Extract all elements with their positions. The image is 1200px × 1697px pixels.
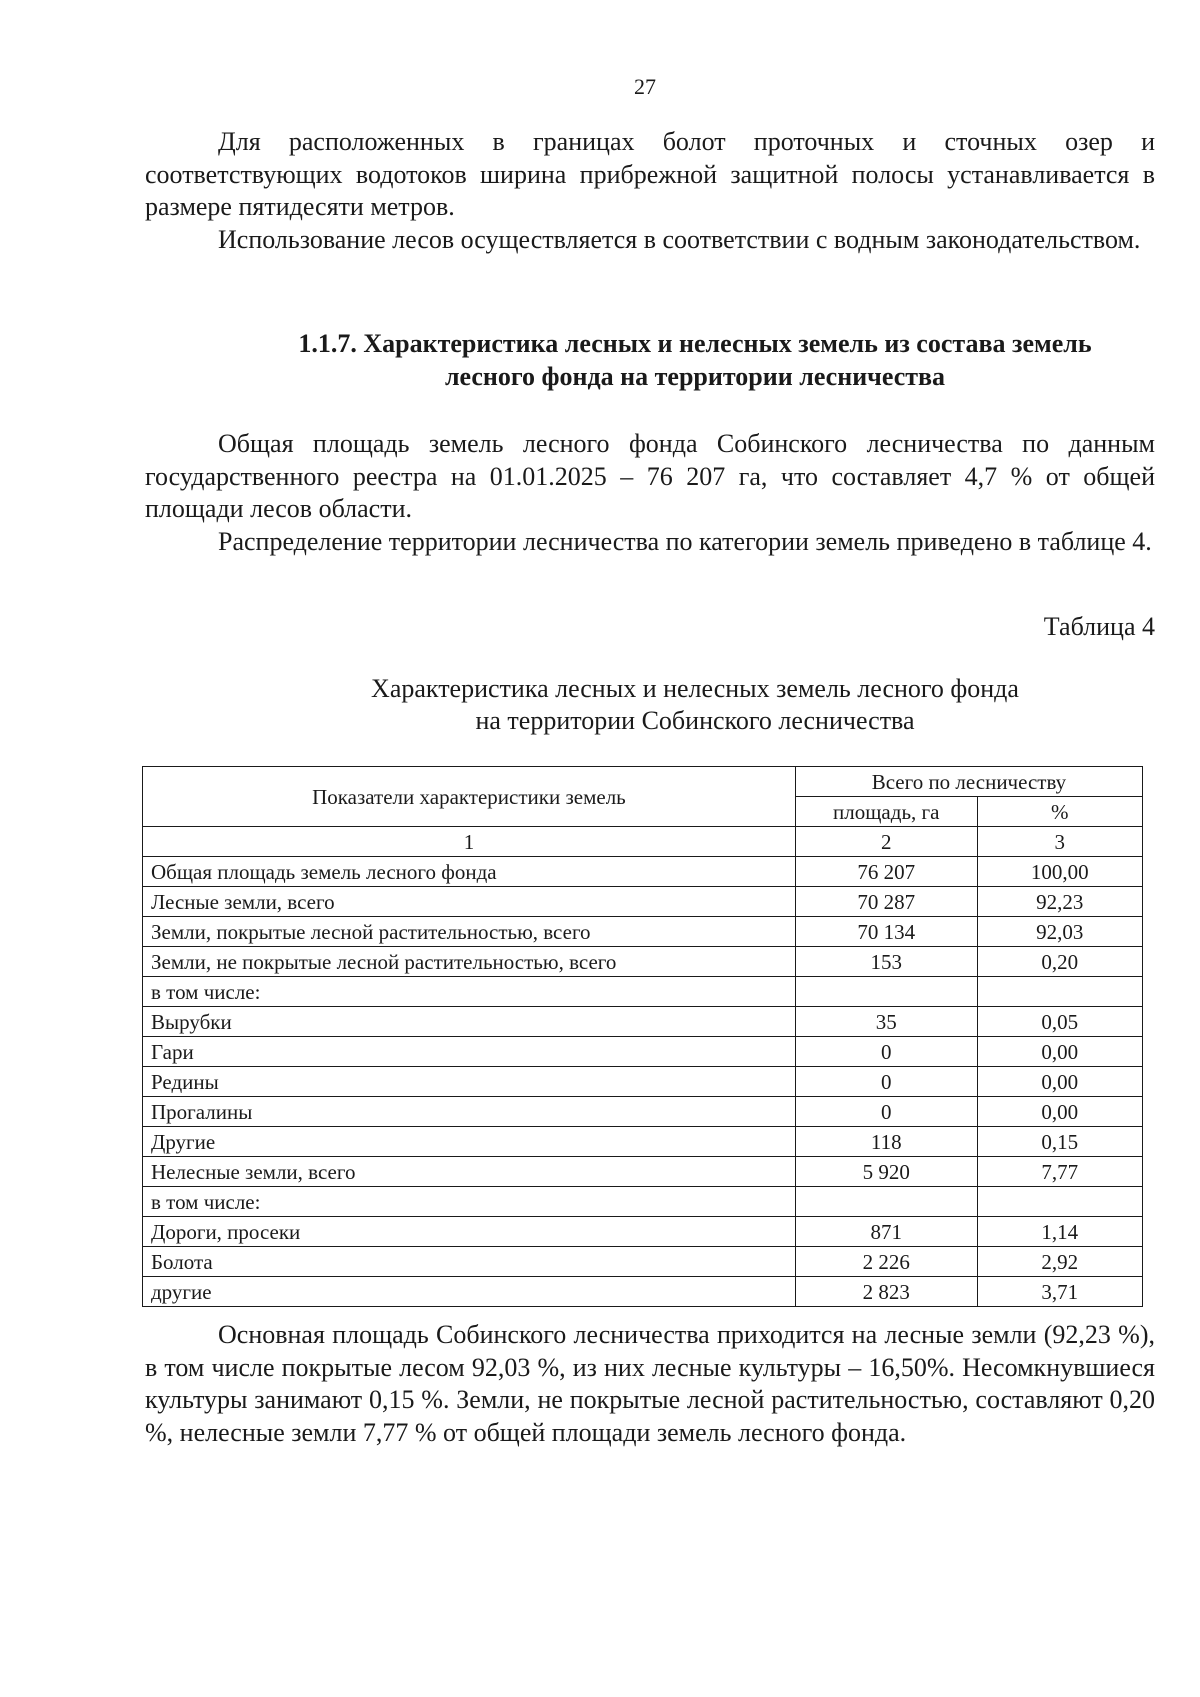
table-row [143,1097,1143,1127]
intro-section [145,126,1155,256]
row-area-cell: 153 [795,947,977,977]
table-row [143,947,1143,977]
row-indicator-cell: Болота [143,1247,796,1277]
row-percent-cell: 92,03 [977,917,1142,947]
column-number-1: 1 [143,827,796,857]
row-percent-cell: 2,92 [977,1247,1142,1277]
row-indicator-cell: Общая площадь земель лесного фонда [143,857,796,887]
header-total-group: Всего по лесничеству [795,767,1142,797]
row-area-cell: 0 [795,1037,977,1067]
body-section [145,428,1155,558]
row-area-cell: 0 [795,1097,977,1127]
row-percent-cell: 0,05 [977,1007,1142,1037]
table-caption-line-1: Характеристика лесных и нелесных земель лесного фонда [371,674,1019,703]
row-percent-cell: 0,20 [977,947,1142,977]
row-indicator-cell: Нелесные земли, всего [143,1157,796,1187]
intro-paragraph-1: Для расположенных в границах болот проточных и сточных озер и соответствующих водотоков ширина прибрежной защитной полосы устанавливается в размере пятидесяти метров. [145,127,1155,221]
row-percent-cell [977,977,1142,1007]
row-area-cell: 118 [795,1127,977,1157]
row-percent-cell: 0,00 [977,1037,1142,1067]
row-indicator-cell: другие [143,1277,796,1307]
row-indicator-cell: Вырубки [143,1007,796,1037]
conclusion-paragraph: Основная площадь Собинского лесничества приходится на лесные земли (92,23 %), в том числе покрытые лесом 92,03 %, из них лесные культуры – 16,50%. Несомкнувшиеся культуры занимают 0,15 %. Земли, не покрытые лесной растительностью, составляют 0,20 %, нелесные земли 7,77 % от общей площади земель лесного фонда. [145,1320,1155,1447]
table-row [143,1277,1143,1307]
table-header-row-1 [143,767,1143,797]
table-row [143,1157,1143,1187]
table-row [143,887,1143,917]
row-indicator-cell: Гари [143,1037,796,1067]
table-row [143,977,1143,1007]
row-percent-cell: 3,71 [977,1277,1142,1307]
table-row [143,1247,1143,1277]
row-indicator-cell: Дороги, просеки [143,1217,796,1247]
conclusion-section [145,1319,1155,1449]
row-indicator-cell: Лесные земли, всего [143,887,796,917]
row-area-cell: 76 207 [795,857,977,887]
intro-paragraph-2: Использование лесов осуществляется в соответствии с водным законодательством. [218,224,1141,254]
table-row [143,1037,1143,1067]
row-indicator-cell: в том числе: [143,1187,796,1217]
row-percent-cell [977,1187,1142,1217]
table-label: Таблица 4 [1043,612,1155,641]
table-row [143,1187,1143,1217]
row-percent-cell: 92,23 [977,887,1142,917]
row-area-cell: 70 287 [795,887,977,917]
row-indicator-cell: в том числе: [143,977,796,1007]
table-caption [145,673,1155,737]
section-heading [145,327,1155,393]
table-row [143,857,1143,887]
row-area-cell: 871 [795,1217,977,1247]
table-row [143,1007,1143,1037]
section-heading-line-1: 1.1.7. Характеристика лесных и нелесных земель из состава земель [298,329,1092,358]
table-column-numbers [143,827,1143,857]
row-area-cell: 2 226 [795,1247,977,1277]
table-row [143,1067,1143,1097]
row-indicator-cell: Редины [143,1067,796,1097]
row-indicator-cell: Другие [143,1127,796,1157]
table-row [143,917,1143,947]
row-area-cell: 5 920 [795,1157,977,1187]
column-number-3: 3 [977,827,1142,857]
row-percent-cell: 0,00 [977,1067,1142,1097]
table-row [143,1127,1143,1157]
row-indicator-cell: Земли, покрытые лесной растительностью, всего [143,917,796,947]
row-area-cell: 2 823 [795,1277,977,1307]
row-area-cell: 0 [795,1067,977,1097]
body-paragraph-1: Общая площадь земель лесного фонда Собинского лесничества по данным государственного реестра на 01.01.2025 – 76 207 га, что составляет 4,7 % от общей площади лесов области. [145,429,1155,523]
row-area-cell [795,1187,977,1217]
row-indicator-cell: Земли, не покрытые лесной растительностью, всего [143,947,796,977]
row-percent-cell: 7,77 [977,1157,1142,1187]
column-number-2: 2 [795,827,977,857]
page-number: 27 [634,74,656,99]
row-percent-cell: 0,15 [977,1127,1142,1157]
table-body [143,857,1143,1307]
row-percent-cell: 100,00 [977,857,1142,887]
row-area-cell: 35 [795,1007,977,1037]
row-area-cell: 70 134 [795,917,977,947]
body-paragraph-2: Распределение территории лесничества по категории земель приведено в таблице 4. [218,526,1152,556]
header-area: площадь, га [795,797,977,827]
header-percent: % [977,797,1142,827]
header-indicator: Показатели характеристики земель [143,767,796,827]
row-percent-cell: 1,14 [977,1217,1142,1247]
row-area-cell [795,977,977,1007]
land-characteristics-table [142,766,1143,1307]
section-heading-line-2: лесного фонда на территории лесничества [444,362,946,391]
table-caption-line-2: на территории Собинского лесничества [475,706,915,735]
row-indicator-cell: Прогалины [143,1097,796,1127]
row-percent-cell: 0,00 [977,1097,1142,1127]
table-row [143,1217,1143,1247]
